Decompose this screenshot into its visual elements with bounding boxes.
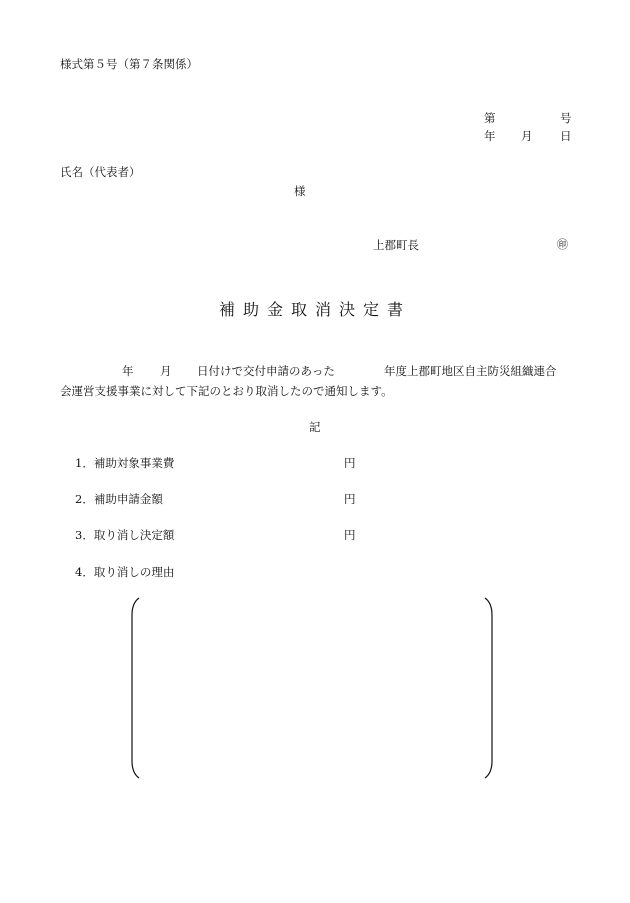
right-bracket (485, 598, 492, 778)
item-number: 4． (75, 565, 94, 579)
item-number: 2． (75, 492, 94, 506)
item-unit: 円 (344, 528, 356, 542)
item-label: 補助対象事業費 (93, 456, 175, 470)
recipient-honorific: 様 (294, 184, 306, 198)
bracket-outline (130, 597, 494, 779)
item-number: 3． (75, 528, 94, 542)
body-date-year: 年 (122, 364, 134, 378)
body-date-month: 月 (160, 364, 172, 378)
item-label: 取り消し決定額 (93, 528, 175, 542)
ki-heading: 記 (309, 420, 321, 434)
seal-mark: ㊞ (557, 238, 568, 251)
item-cancellation-amount (75, 527, 174, 543)
item-unit: 円 (344, 492, 356, 506)
date-day-label: 日 (560, 129, 572, 143)
body-text-application: 日付けで交付申請のあった (197, 364, 335, 378)
item-label: 補助申請金額 (93, 492, 163, 506)
item-subsidy-target-cost (75, 455, 174, 471)
item-unit: 円 (344, 456, 356, 470)
date-month-label: 月 (521, 129, 533, 143)
reason-bracket-box (130, 597, 494, 779)
left-bracket (132, 598, 139, 778)
body-text-notice: 会運営支援事業に対して下記のとおり取消したので通知します。 (60, 384, 393, 398)
item-number: 1． (75, 456, 94, 470)
document-title: 補助金取消決定書 (218, 300, 411, 319)
date-year-label: 年 (484, 129, 496, 143)
document-number-prefix: 第 (484, 111, 496, 125)
issuer-name: 上郡町長 (373, 238, 419, 252)
body-text-fiscal-year: 年度上郡町地区自主防災組織連合 (384, 364, 557, 378)
form-number: 様式第５号（第７条関係） (60, 57, 198, 71)
item-label: 取り消しの理由 (93, 565, 175, 579)
document-number-suffix: 号 (560, 111, 572, 125)
recipient-name-label: 氏名（代表者） (60, 165, 141, 179)
item-subsidy-application-amount (75, 491, 163, 507)
item-cancellation-reason (75, 564, 174, 580)
